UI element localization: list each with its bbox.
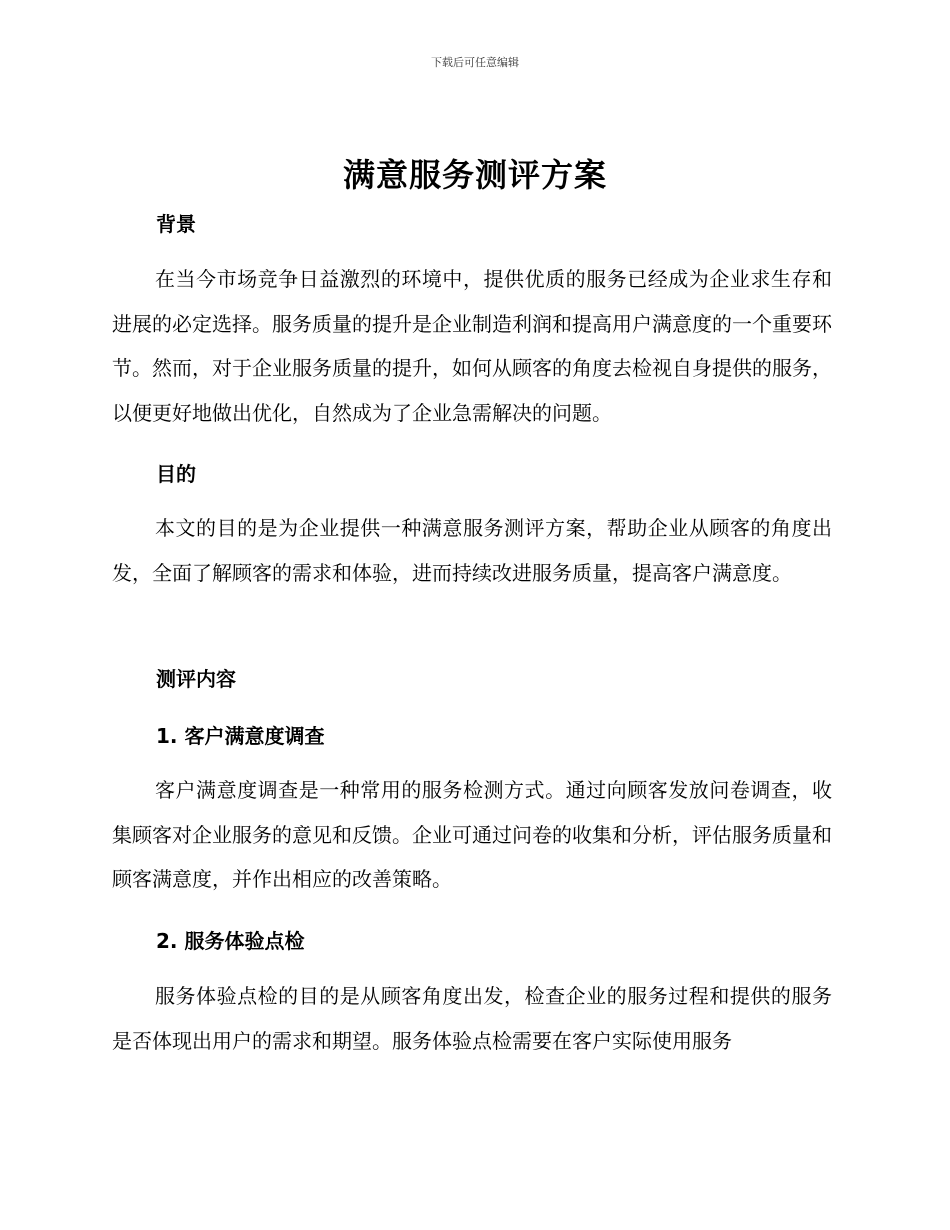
section-heading-survey: 1. 客户满意度调查 <box>156 724 325 748</box>
section-heading-purpose: 目的 <box>156 462 196 486</box>
section-paragraph-background: 在当今市场竞争日益激烈的环境中，提供优质的服务已经成为企业求生存和进展的必定选择。服务质量的提升是企业制造利润和提高用户满意度的一个重要环节。然而，对于企业服务质量的提升，如何从顾客的角度去检视自身提供的服务，以便更好地做出优化，自然成为了企业急需解决的问题。 <box>112 267 832 425</box>
page-header-note: 下载后可任意编辑 <box>431 56 519 69</box>
document-title: 满意服务测评方案 <box>342 156 607 194</box>
section-heading-content: 测评内容 <box>156 667 236 691</box>
section-paragraph-purpose: 本文的目的是为企业提供一种满意服务测评方案，帮助企业从顾客的角度出发，全面了解顾客的需求和体验，进而持续改进服务质量，提高客户满意度。 <box>112 516 832 585</box>
section-paragraph-inspection: 服务体验点检的目的是从顾客角度出发，检查企业的服务过程和提供的服务是否体现出用户的需求和期望。服务体验点检需要在客户实际使用服务 <box>112 984 832 1053</box>
section-paragraph-survey: 客户满意度调查是一种常用的服务检测方式。通过向顾客发放问卷调查，收集顾客对企业服务的意见和反馈。企业可通过问卷的收集和分析，评估服务质量和顾客满意度，并作出相应的改善策略。 <box>112 778 832 891</box>
section-heading-inspection: 2. 服务体验点检 <box>156 929 305 953</box>
section-heading-background: 背景 <box>156 212 196 236</box>
